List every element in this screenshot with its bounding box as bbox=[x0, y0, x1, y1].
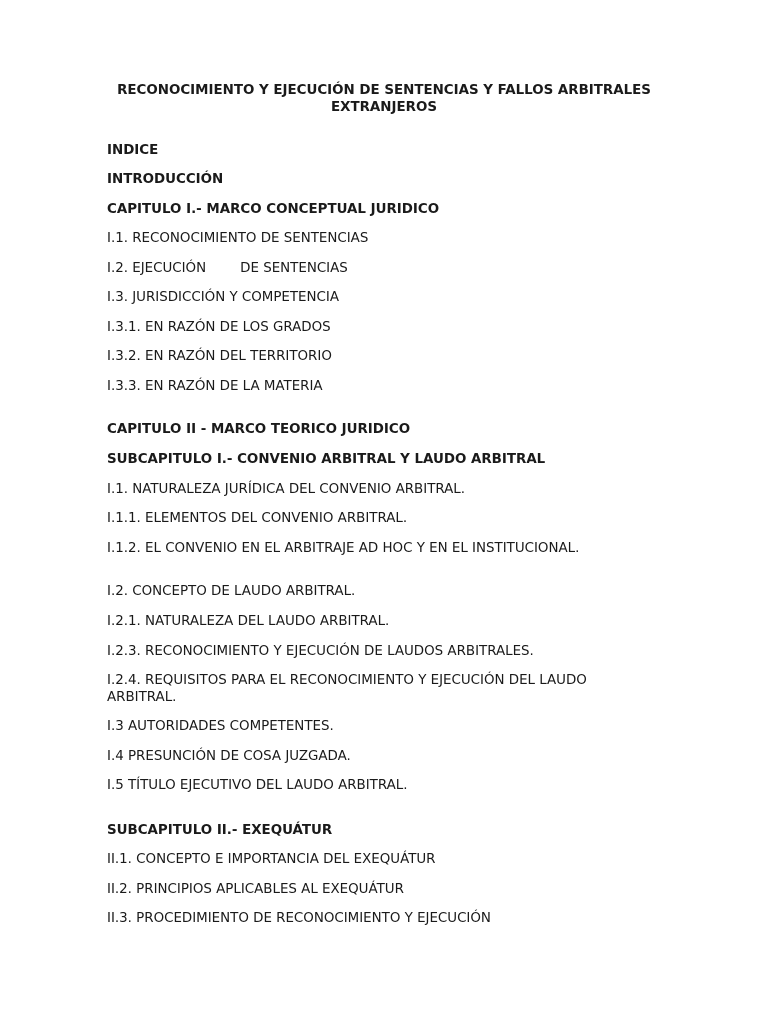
toc-entry: I.5 TÍTULO EJECUTIVO DEL LAUDO ARBITRAL. bbox=[107, 778, 408, 793]
toc-entry: I.2. CONCEPTO DE LAUDO ARBITRAL. bbox=[107, 584, 356, 599]
toc-entry: II.1. CONCEPTO E IMPORTANCIA DEL EXEQUÁTUR bbox=[107, 852, 436, 867]
toc-entry: I.2.4. REQUISITOS PARA EL RECONOCIMIENTO Y EJECUCIÓN DEL LAUDO bbox=[107, 673, 587, 688]
document-title: RECONOCIMIENTO Y EJECUCIÓN DE SENTENCIAS Y FALLOS ARBITRALES EXTRANJEROS bbox=[117, 83, 651, 115]
toc-entry-continuation: ARBITRAL. bbox=[107, 690, 177, 705]
index-heading: INDICE bbox=[107, 143, 159, 158]
toc-entry: I.3.1. EN RAZÓN DE LOS GRADOS bbox=[107, 320, 331, 335]
toc-entry: I.4 PRESUNCIÓN DE COSA JUZGADA. bbox=[107, 749, 351, 764]
toc-entry: I.1. NATURALEZA JURÍDICA DEL CONVENIO ARBITRAL. bbox=[107, 482, 466, 497]
toc-entry: I.1.1. ELEMENTOS DEL CONVENIO ARBITRAL. bbox=[107, 511, 408, 526]
toc-entry: I.3.2. EN RAZÓN DEL TERRITORIO bbox=[107, 349, 332, 364]
toc-entry: I.3 AUTORIDADES COMPETENTES. bbox=[107, 719, 334, 734]
toc-entry: I.1.2. EL CONVENIO EN EL ARBITRAJE AD HOC Y EN EL INSTITUCIONAL. bbox=[107, 541, 580, 556]
toc-entry: I.3.3. EN RAZÓN DE LA MATERIA bbox=[107, 379, 323, 394]
subchapter-2-heading: SUBCAPITULO II.- EXEQUÁTUR bbox=[107, 823, 333, 838]
toc-entry: I.2. EJECUCIÓN DE SENTENCIAS bbox=[107, 261, 348, 276]
toc-entry: II.3. PROCEDIMIENTO DE RECONOCIMIENTO Y EJECUCIÓN bbox=[107, 911, 491, 926]
intro-heading: INTRODUCCIÓN bbox=[107, 172, 224, 187]
toc-entry: I.3. JURISDICCIÓN Y COMPETENCIA bbox=[107, 290, 339, 305]
toc-entry: I.2.1. NATURALEZA DEL LAUDO ARBITRAL. bbox=[107, 614, 390, 629]
toc-entry: I.1. RECONOCIMIENTO DE SENTENCIAS bbox=[107, 231, 369, 246]
toc-entry: I.2.3. RECONOCIMIENTO Y EJECUCIÓN DE LAUDOS ARBITRALES. bbox=[107, 644, 534, 659]
subchapter-1-heading: SUBCAPITULO I.- CONVENIO ARBITRAL Y LAUDO ARBITRAL bbox=[107, 452, 546, 467]
chapter-2-heading: CAPITULO II - MARCO TEORICO JURIDICO bbox=[107, 422, 411, 437]
toc-entry: II.2. PRINCIPIOS APLICABLES AL EXEQUÁTUR bbox=[107, 882, 404, 897]
chapter-1-heading: CAPITULO I.- MARCO CONCEPTUAL JURIDICO bbox=[107, 202, 440, 217]
